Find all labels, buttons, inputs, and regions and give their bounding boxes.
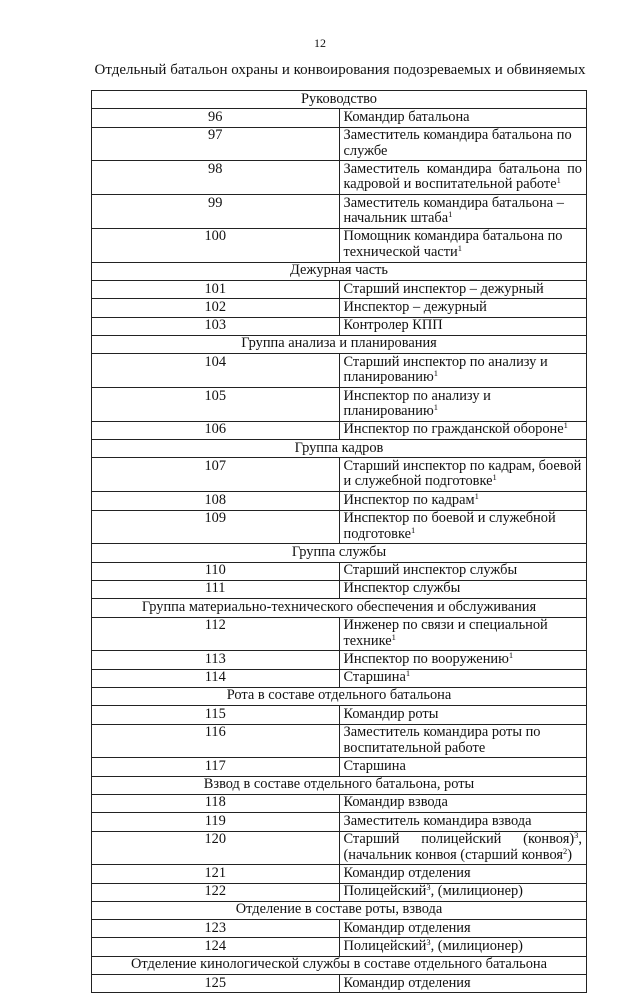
section-header-row [92, 335, 587, 353]
footnote-marker: 1 [405, 668, 411, 679]
footnote-marker: 3 [574, 830, 579, 840]
position-title-cell [339, 651, 587, 669]
position-title: Инспектор службы [343, 580, 461, 597]
position-title-cell [339, 492, 587, 510]
position-number: 119 [92, 813, 340, 831]
section-header-row [92, 91, 587, 109]
table-row [92, 510, 587, 544]
position-title-cell [339, 354, 587, 388]
footnote-marker: 2 [562, 845, 568, 856]
position-title: Старший полицейский (конвоя) [343, 831, 575, 847]
position-title: , (начальник конвоя (старший конвоя [343, 831, 582, 863]
section-title: Группа анализа и планирования [92, 335, 587, 353]
footnote-marker: 1 [508, 649, 514, 660]
position-number: 113 [92, 651, 340, 669]
section-header-row [92, 440, 587, 458]
position-title: Заместитель командира батальона по кадровой и воспитательной работе [343, 160, 582, 193]
position-title-cell [339, 794, 587, 812]
position-number: 106 [92, 421, 340, 439]
position-title-cell [339, 758, 587, 776]
staff-table-body [92, 91, 587, 993]
position-title-cell [339, 161, 587, 195]
position-title-cell [339, 109, 587, 127]
table-row [92, 883, 587, 901]
footnote-marker: 1 [433, 368, 438, 379]
position-number: 97 [92, 127, 340, 161]
position-title-cell [339, 831, 587, 865]
position-number: 101 [92, 281, 340, 299]
position-title: Старший инспектор – дежурный [343, 280, 544, 297]
position-title-cell [339, 317, 587, 335]
position-title-cell [339, 388, 587, 422]
table-row [92, 706, 587, 724]
position-number: 102 [92, 299, 340, 317]
section-header-row [92, 544, 587, 562]
position-number: 124 [92, 938, 340, 956]
table-row [92, 813, 587, 831]
position-title: Командир роты [343, 705, 439, 722]
position-title: Заместитель командира батальона – начальник штаба [343, 194, 564, 227]
position-number: 118 [92, 794, 340, 812]
position-number: 104 [92, 354, 340, 388]
table-row [92, 617, 587, 651]
position-title: Инспектор по гражданской обороне [343, 421, 564, 438]
staff-table [91, 90, 587, 993]
table-row [92, 580, 587, 598]
position-title: Старший инспектор по кадрам, боевой и служебной подготовке [343, 457, 582, 490]
position-title-cell [339, 299, 587, 317]
section-title: Группа материально-технического обеспечения и обслуживания [92, 599, 587, 617]
position-number: 110 [92, 562, 340, 580]
position-title-cell [339, 706, 587, 724]
position-title: Заместитель командира взвода [343, 812, 532, 829]
table-row [92, 195, 587, 229]
position-title: Командир отделения [343, 974, 471, 991]
table-row [92, 388, 587, 422]
section-title: Руководство [92, 91, 587, 109]
position-title: Старший инспектор по анализу и планированию [343, 353, 548, 386]
position-title: Командир батальона [343, 108, 470, 125]
table-row [92, 299, 587, 317]
position-number: 112 [92, 617, 340, 651]
position-title: Контролер КПП [343, 317, 443, 334]
position-number: 100 [92, 228, 340, 262]
position-number: 105 [92, 388, 340, 422]
position-title-cell [339, 458, 587, 492]
footnote-marker: 3 [426, 882, 431, 893]
position-title: , (милиционер) [430, 883, 523, 900]
position-title: Инспектор по анализу и планированию [343, 387, 491, 420]
position-title: Инспектор по боевой и служебной подготовке [343, 510, 556, 542]
table-row [92, 758, 587, 776]
position-title: Инспектор по кадрам [343, 491, 475, 508]
table-row [92, 975, 587, 993]
table-row [92, 562, 587, 580]
section-title: Группа службы [92, 544, 587, 562]
section-header-row [92, 956, 587, 974]
table-row [92, 109, 587, 127]
table-row [92, 281, 587, 299]
position-title-cell [339, 938, 587, 956]
table-row [92, 421, 587, 439]
position-number: 117 [92, 758, 340, 776]
position-title: Старшина [343, 757, 406, 774]
footnote-marker: 3 [426, 936, 431, 947]
table-row [92, 228, 587, 262]
footnote-marker: 1 [433, 402, 438, 413]
section-header-row [92, 687, 587, 705]
position-number: 103 [92, 317, 340, 335]
table-row [92, 669, 587, 687]
section-title: Дежурная часть [92, 262, 587, 280]
table-row [92, 492, 587, 510]
position-number: 98 [92, 161, 340, 195]
position-number: 122 [92, 883, 340, 901]
position-number: 125 [92, 975, 340, 993]
position-title: Старшина [343, 669, 406, 686]
position-title-cell [339, 883, 587, 901]
position-title-cell [339, 580, 587, 598]
table-row [92, 458, 587, 492]
position-title: Полицейский [343, 937, 427, 954]
section-title: Отделение кинологической службы в составе отдельного батальона [92, 956, 587, 974]
position-title: Инспектор – дежурный [343, 298, 487, 315]
position-number: 108 [92, 492, 340, 510]
position-number: 109 [92, 510, 340, 544]
footnote-marker: 1 [448, 209, 453, 220]
table-row [92, 651, 587, 669]
position-title-cell [339, 228, 587, 262]
position-title-cell [339, 920, 587, 938]
footnote-marker: 1 [563, 420, 568, 431]
position-title-cell [339, 617, 587, 651]
position-title-cell [339, 195, 587, 229]
position-number: 96 [92, 109, 340, 127]
position-title-cell [339, 813, 587, 831]
footnote-marker: 1 [410, 524, 416, 535]
table-row [92, 920, 587, 938]
position-number: 107 [92, 458, 340, 492]
position-title-cell [339, 127, 587, 161]
position-number: 115 [92, 706, 340, 724]
page-number: 12 [314, 36, 326, 50]
position-title: Помощник командира батальона по технической части [343, 228, 563, 260]
section-header-row [92, 599, 587, 617]
table-row [92, 354, 587, 388]
table-row [92, 724, 587, 758]
section-header-row [92, 901, 587, 919]
position-title: Инспектор по вооружению [343, 650, 509, 667]
footnote-marker: 1 [474, 490, 479, 501]
position-title: Старший инспектор службы [343, 562, 518, 579]
table-row [92, 938, 587, 956]
position-title-cell [339, 562, 587, 580]
position-number: 114 [92, 669, 340, 687]
footnote-marker: 1 [391, 631, 396, 642]
position-number: 111 [92, 580, 340, 598]
position-number: 121 [92, 865, 340, 883]
position-title: ) [567, 846, 573, 863]
position-title: Полицейский [343, 883, 427, 900]
position-title: Командир отделения [343, 919, 471, 936]
footnote-marker: 1 [556, 175, 561, 186]
table-row [92, 317, 587, 335]
position-title-cell [339, 281, 587, 299]
section-title: Рота в составе отдельного батальона [92, 687, 587, 705]
position-title: Заместитель командира роты по воспитательной работе [343, 724, 541, 756]
position-title-cell [339, 421, 587, 439]
position-title-cell [339, 724, 587, 758]
table-row [92, 831, 587, 865]
position-title-cell [339, 510, 587, 544]
section-header-row [92, 262, 587, 280]
position-title-cell [339, 975, 587, 993]
section-title: Взвод в составе отдельного батальона, роты [92, 776, 587, 794]
document-title: Отдельный батальон охраны и конвоирования подозреваемых и обвиняемых [94, 62, 586, 78]
position-title-cell [339, 669, 587, 687]
table-row [92, 161, 587, 195]
position-title: Командир взвода [343, 794, 448, 811]
table-row [92, 127, 587, 161]
position-title: , (милиционер) [430, 937, 523, 954]
footnote-marker: 1 [457, 242, 462, 253]
footnote-marker: 1 [492, 472, 497, 483]
position-title: Командир отделения [343, 864, 471, 881]
section-title: Отделение в составе роты, взвода [92, 901, 587, 919]
position-number: 120 [92, 831, 340, 865]
position-number: 99 [92, 195, 340, 229]
position-title: Инженер по связи и специальной технике [343, 617, 548, 649]
position-title: Заместитель командира батальона по службе [343, 127, 572, 159]
position-number: 123 [92, 920, 340, 938]
table-row [92, 794, 587, 812]
position-number: 116 [92, 724, 340, 758]
position-title-cell [339, 865, 587, 883]
section-title: Группа кадров [92, 440, 587, 458]
table-row [92, 865, 587, 883]
section-header-row [92, 776, 587, 794]
